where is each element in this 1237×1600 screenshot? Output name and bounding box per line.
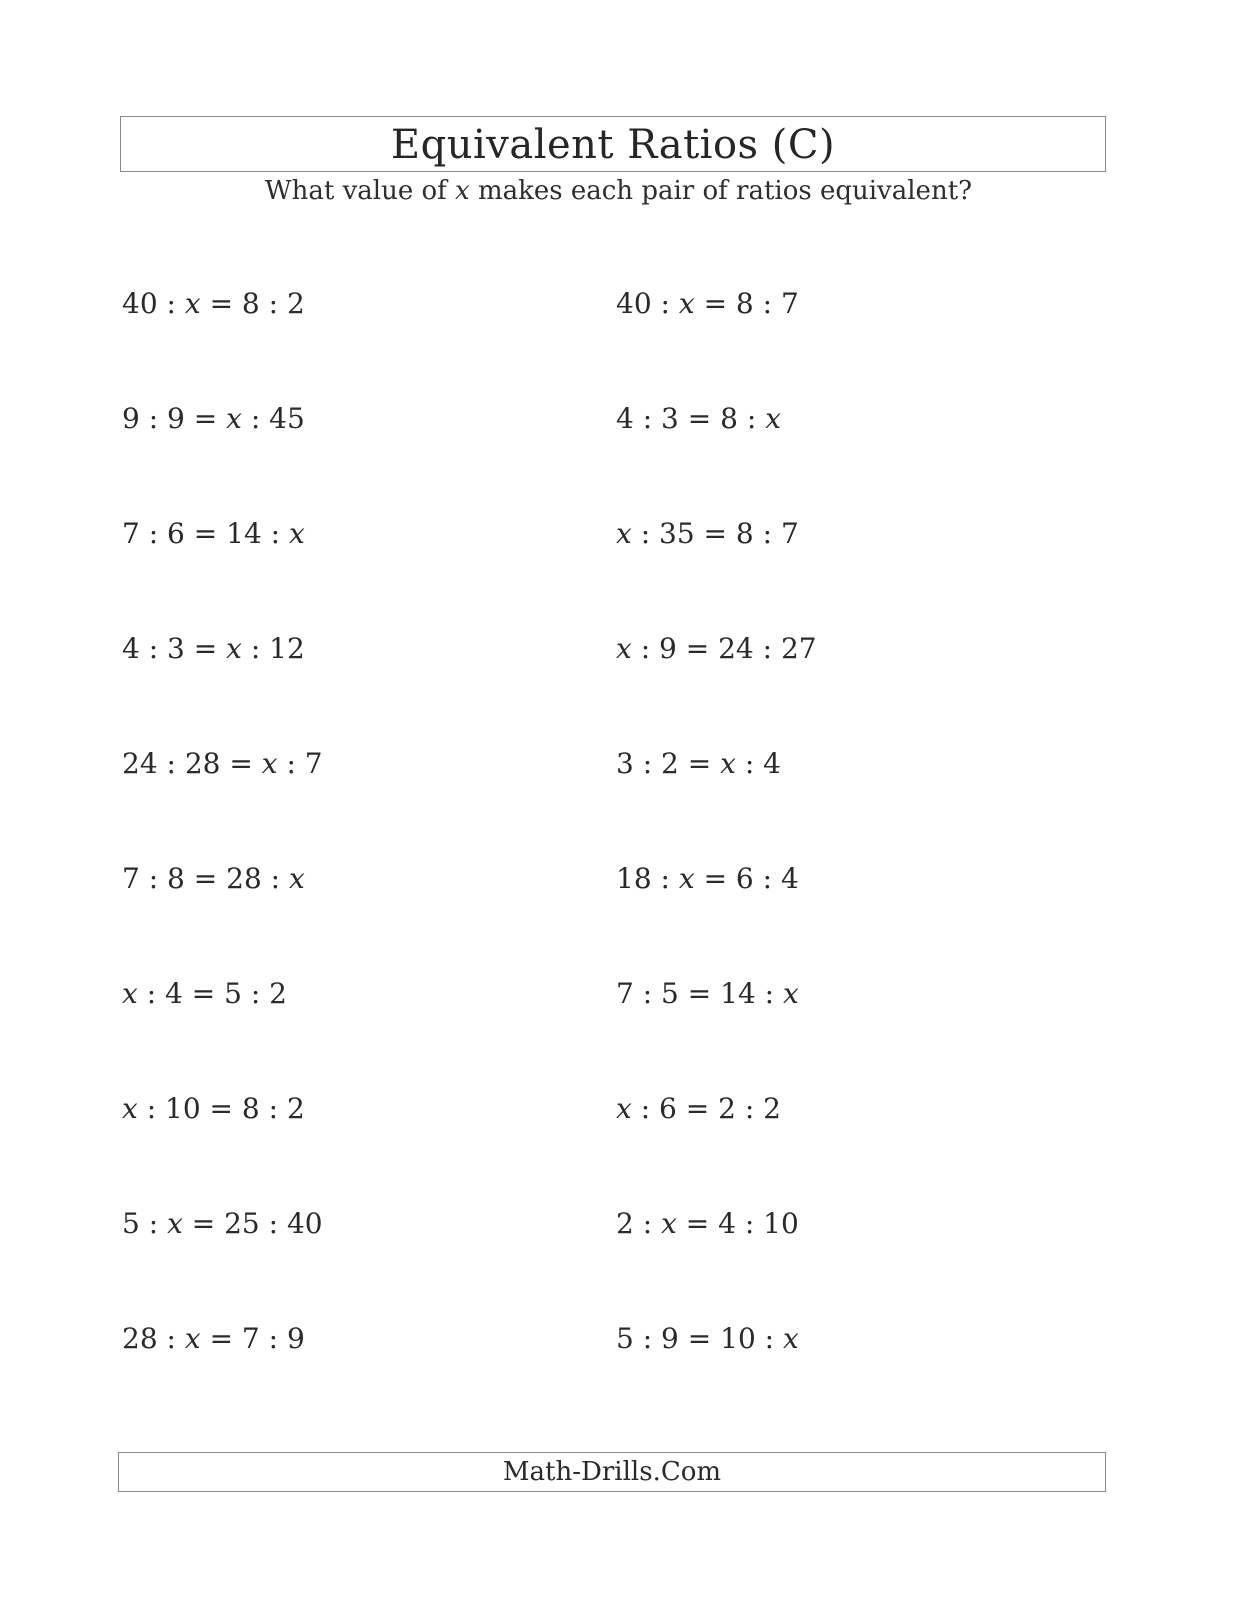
footer-box (118, 1452, 1106, 1492)
problem-text: = 4 : 10 (676, 1207, 799, 1240)
problem-variable: x (765, 402, 781, 435)
problem-3 (122, 399, 305, 439)
problem-row (120, 744, 1106, 784)
problem-text: 28 : (122, 1322, 185, 1355)
problem-row (120, 514, 1106, 554)
problem-row (120, 859, 1106, 899)
problem-variable: x (122, 1092, 138, 1125)
problem-5 (122, 514, 305, 554)
problem-text: = 8 : 7 (694, 287, 799, 320)
title-box (120, 116, 1106, 172)
problem-text: 4 : 3 = 8 : (616, 402, 766, 435)
problem-14 (616, 974, 799, 1014)
instructions-text-end: makes each pair of ratios equivalent? (469, 176, 973, 206)
problem-text: : 10 = 8 : 2 (137, 1092, 305, 1125)
problem-variable: x (261, 747, 278, 780)
problem-20 (616, 1319, 799, 1359)
problem-row (120, 1319, 1106, 1359)
problem-text: : 7 (277, 747, 323, 780)
problem-text: 40 : (122, 287, 185, 320)
problem-7 (122, 629, 305, 669)
problem-text: : 4 (735, 747, 781, 780)
problem-6 (616, 514, 799, 554)
problem-11 (122, 859, 305, 899)
problem-2 (616, 284, 799, 324)
problem-16 (616, 1089, 781, 1129)
problem-text: 3 : 2 = (616, 747, 721, 780)
problem-text: 4 : 3 = (122, 632, 227, 665)
problem-text: 5 : (122, 1207, 168, 1240)
problem-variable: x (184, 287, 201, 320)
problem-18 (616, 1204, 799, 1244)
problem-variable: x (783, 977, 799, 1010)
instructions-variable: x (455, 176, 470, 206)
problem-text: : 6 = 2 : 2 (631, 1092, 781, 1125)
problem-variable: x (616, 1092, 632, 1125)
problem-15 (122, 1089, 305, 1129)
problem-row (120, 1204, 1106, 1244)
problem-17 (122, 1204, 323, 1244)
instructions-text-start: What value of (264, 176, 456, 206)
problem-variable: x (720, 747, 736, 780)
problem-4 (616, 399, 781, 439)
problem-text: = 8 : 2 (200, 287, 305, 320)
problem-variable: x (226, 402, 242, 435)
problem-variable: x (289, 517, 305, 550)
problem-19 (122, 1319, 305, 1359)
problem-text: 5 : 9 = 10 : (616, 1322, 783, 1355)
worksheet-instructions (0, 172, 1237, 210)
problem-text: = 25 : 40 (182, 1207, 323, 1240)
problem-variable: x (122, 977, 138, 1010)
problem-text: 18 : (616, 862, 679, 895)
problem-9 (122, 744, 323, 784)
problem-text: 2 : (616, 1207, 662, 1240)
problem-text: = 6 : 4 (694, 862, 799, 895)
problem-text: 40 : (616, 287, 679, 320)
problem-13 (122, 974, 287, 1014)
problem-text: 9 : 9 = (122, 402, 227, 435)
problem-text: 24 : 28 = (122, 747, 262, 780)
problem-text: 7 : 5 = 14 : (616, 977, 783, 1010)
problem-variable: x (289, 862, 305, 895)
problem-variable: x (661, 1207, 677, 1240)
problem-text: 7 : 8 = 28 : (122, 862, 289, 895)
problem-text: : 35 = 8 : 7 (631, 517, 799, 550)
problem-variable: x (783, 1322, 799, 1355)
problem-12 (616, 859, 799, 899)
problem-row (120, 1089, 1106, 1129)
problem-text: : 12 (241, 632, 305, 665)
problem-row (120, 399, 1106, 439)
problem-variable: x (678, 862, 695, 895)
problem-text: : 45 (241, 402, 305, 435)
problem-variable: x (616, 517, 632, 550)
problem-variable: x (226, 632, 242, 665)
problem-variable: x (184, 1322, 201, 1355)
problem-variable: x (678, 287, 695, 320)
problem-10 (616, 744, 781, 784)
problem-row (120, 974, 1106, 1014)
problem-text: = 7 : 9 (200, 1322, 305, 1355)
problem-8 (616, 629, 817, 669)
problem-variable: x (616, 632, 632, 665)
problem-variable: x (167, 1207, 183, 1240)
footer-brand: Math-Drills.Com (502, 1457, 722, 1487)
worksheet-title: Equivalent Ratios (C) (390, 122, 836, 168)
problem-row (120, 629, 1106, 669)
problem-row (120, 284, 1106, 324)
problem-text: 7 : 6 = 14 : (122, 517, 289, 550)
problem-text: : 9 = 24 : 27 (631, 632, 817, 665)
problem-1 (122, 284, 305, 324)
problem-text: : 4 = 5 : 2 (137, 977, 287, 1010)
